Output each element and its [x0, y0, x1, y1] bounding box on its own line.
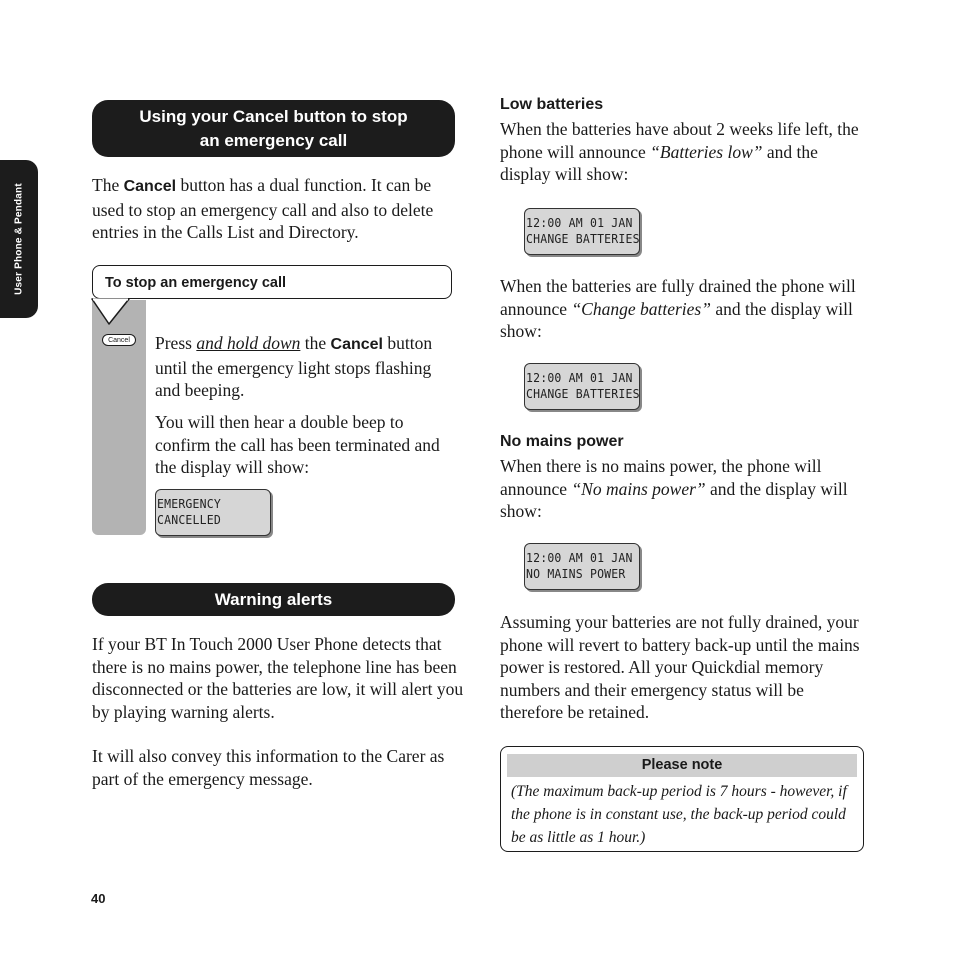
please-note-title: Please note	[507, 754, 857, 777]
heading-cancel-line1: Using your Cancel button to stop	[139, 106, 408, 126]
page-number: 40	[91, 891, 106, 906]
side-tab-label: User Phone & Pendant	[13, 183, 25, 295]
display-line-1: 12:00 AM 01 JAN	[526, 550, 633, 565]
please-note-box	[500, 746, 864, 852]
step-pointer	[91, 298, 131, 326]
warning-paragraph-1: If your BT In Touch 2000 User Phone detects that there is no mains power, the telephone line has been disconnected or the batteries are low, it will alert you by playing warning alerts.	[92, 634, 464, 722]
step-paragraph-1: Press and hold down the Cancel button until the emergency light stops flashing and beeping.	[155, 333, 433, 400]
no-mains-paragraph: When there is no mains power, the phone will announce “No mains power” and the display will show:	[500, 456, 848, 521]
display-batteries-low	[524, 208, 640, 255]
display-line-1: 12:00 AM 01 JAN	[526, 215, 633, 230]
please-note-text: (The maximum back-up period is 7 hours - however, if the phone is in constant use, the back-up period could be as little as 1 hour.)	[511, 783, 847, 846]
cancel-key-icon: Cancel	[102, 334, 136, 346]
display-line-2: CHANGE BATTERIES	[526, 385, 640, 401]
heading-cancel-line2: an emergency call	[199, 130, 348, 150]
backup-paragraph: Assuming your batteries are not fully drained, your phone will revert to battery back-up until the mains power is restored. All your Quickdial memory numbers and their emergency status will be therefore be retained.	[500, 612, 860, 722]
drained-paragraph: When the batteries are fully drained the phone will announce “Change batteries” and the display will show:	[500, 276, 856, 341]
display-line-2: NO MAINS POWER	[526, 565, 626, 581]
hold-emphasis: and hold down	[196, 333, 301, 353]
display-line-2: CHANGE BATTERIES	[526, 230, 640, 246]
display-line-2: CANCELLED	[157, 511, 221, 527]
heading-warning-alerts: Warning alerts	[92, 583, 455, 616]
display-line-1: 12:00 AM 01 JAN	[526, 370, 633, 385]
step-title: To stop an emergency call	[92, 265, 452, 299]
step-paragraph-2: You will then hear a double beep to confirm the call has been terminated and the display will show:	[155, 412, 440, 477]
display-no-mains-power	[524, 543, 640, 590]
display-emergency-cancelled	[155, 489, 271, 536]
no-mains-title: No mains power	[500, 433, 624, 450]
warning-paragraph-2: It will also convey this information to the Carer as part of the emergency message.	[92, 746, 445, 789]
heading-cancel-button	[92, 100, 455, 157]
intro-paragraph: The Cancel button has a dual function. It can be used to stop an emergency call and also to delete entries in the Calls List and Directory.	[92, 175, 434, 242]
section-side-tab	[0, 160, 38, 318]
display-line-1: EMERGENCY	[157, 496, 221, 511]
cancel-keyword-2: Cancel	[330, 336, 383, 353]
low-batteries-paragraph: When the batteries have about 2 weeks life left, the phone will announce “Batteries low” and the display will show:	[500, 119, 859, 184]
display-change-batteries	[524, 363, 640, 410]
low-batteries-title: Low batteries	[500, 96, 604, 113]
cancel-keyword: Cancel	[123, 178, 177, 195]
